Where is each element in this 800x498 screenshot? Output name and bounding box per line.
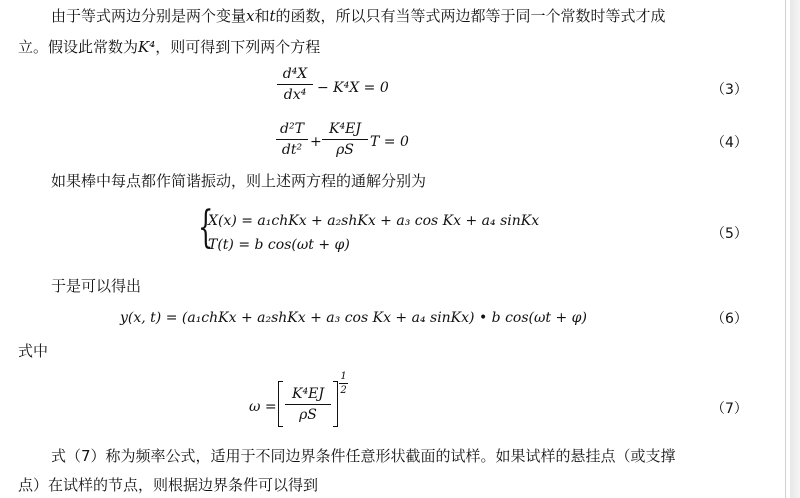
equation-number: （4）	[711, 135, 748, 151]
fraction	[276, 121, 308, 158]
paragraph-line: 点）在试样的节点，则根据边界条件可以得到	[18, 476, 319, 494]
equation-number: （6）	[711, 311, 748, 327]
fraction	[277, 66, 313, 103]
equation-line: y(x, t) = (a₁chKx + a₂shKx + a₃ cos Kx + a₄ sinKx) • b cos(ωt + φ)	[120, 310, 587, 326]
variable-x: x	[246, 7, 255, 25]
paragraph-text: 的函数，所以只有当等式两边都等于同一个常数时等式才成	[275, 7, 666, 25]
constant-K4: K⁴	[138, 38, 156, 56]
exponent-fraction	[339, 371, 348, 396]
equation-rest: T = 0	[370, 134, 409, 150]
paragraph-text: 立。假设此常数为	[18, 38, 139, 56]
denominator: 2	[340, 385, 347, 396]
paragraph-line: 于是可以得出	[51, 277, 142, 295]
equation-line: X(x) = a₁chKx + a₂shKx + a₃ cos Kx + a₄ sinKx	[208, 213, 540, 229]
right-bracket	[333, 381, 338, 427]
paragraph-line: 式中	[18, 342, 49, 360]
numerator: K⁴EJ	[292, 386, 324, 402]
left-bracket	[278, 381, 283, 427]
paragraph-text: ，则可得到下列两个方程	[155, 38, 321, 56]
paragraph-line	[18, 38, 320, 57]
variable-t: t	[269, 7, 276, 25]
fraction	[285, 386, 331, 423]
denominator: ρS	[299, 407, 317, 423]
denominator: ρS	[336, 142, 354, 158]
fraction-bar	[322, 139, 368, 140]
equation-rest: − K⁴X = 0	[317, 80, 389, 96]
fraction-bar	[276, 139, 308, 140]
numerator: d²T	[280, 121, 304, 137]
fraction-bar	[277, 84, 313, 85]
scrollbar[interactable]	[785, 0, 800, 498]
paragraph-text: 和	[254, 7, 270, 25]
left-brace: {	[198, 202, 214, 253]
denominator: dt²	[281, 142, 303, 158]
equation-lhs: ω =	[249, 399, 277, 415]
fraction	[322, 121, 368, 158]
equation-number: （7）	[711, 401, 748, 417]
numerator: K⁴EJ	[329, 121, 361, 137]
paragraph-line: 如果棒中每点都作简谐振动，则上述两方程的通解分别为	[51, 172, 427, 190]
fraction-bar	[285, 404, 331, 405]
equation-number: （3）	[711, 82, 748, 98]
equation-number: （5）	[711, 226, 748, 242]
plus-sign: +	[310, 134, 322, 150]
paragraph-text: 由于等式两边分别是两个变量	[51, 7, 247, 25]
equation-line: T(t) = b cos(ωt + φ)	[208, 237, 350, 253]
numerator: 1	[340, 371, 347, 382]
numerator: d⁴X	[282, 66, 308, 82]
paragraph-line: 式（7）称为频率公式，适用于不同边界条件任意形状截面的试样。如果试样的悬挂点（或支撑	[51, 447, 676, 465]
fraction-bar	[339, 383, 348, 384]
paragraph-line	[51, 7, 666, 26]
denominator: dx⁴	[283, 87, 307, 103]
